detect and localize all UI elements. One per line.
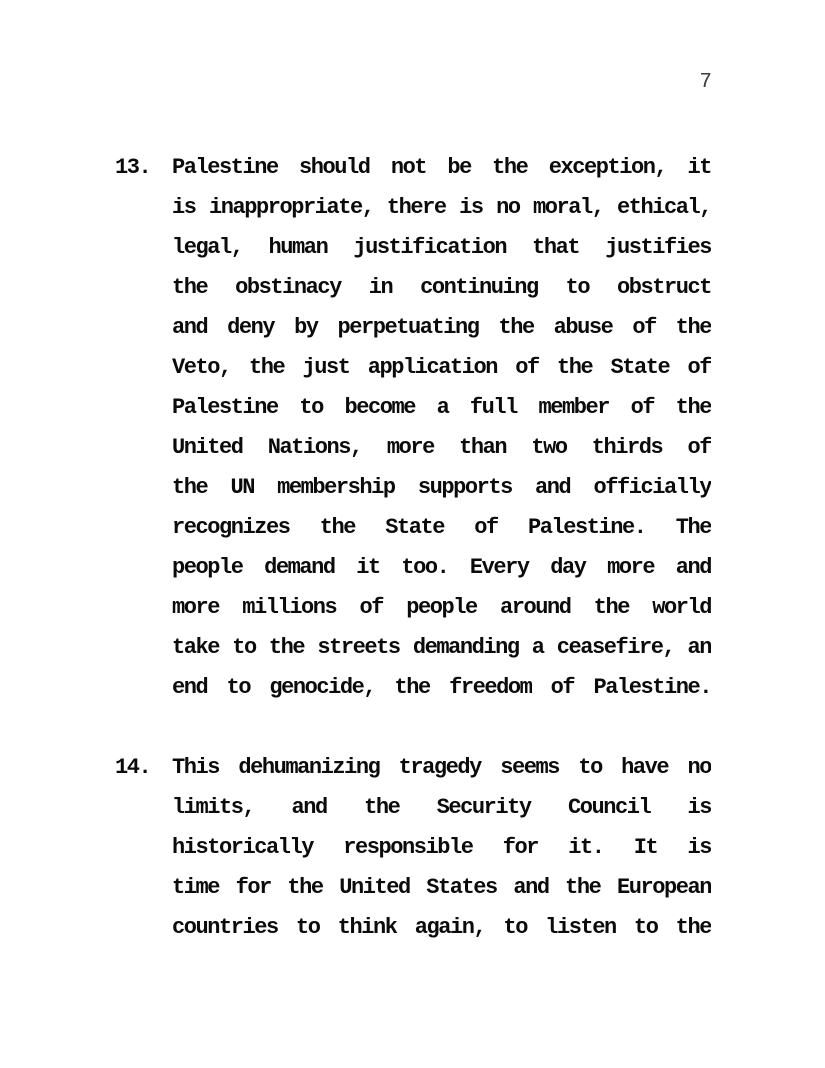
- text-line: Palestine should not be the exception, it: [172, 155, 711, 180]
- text-line: more millions of people around the world: [172, 595, 711, 620]
- text-line: historically responsible for it. It is: [172, 835, 711, 860]
- text-line: legal, human justification that justifies: [172, 235, 711, 260]
- paragraph-body: [172, 148, 711, 708]
- text-line: and deny by perpetuating the abuse of the: [172, 315, 711, 340]
- page-number: 7: [699, 71, 711, 94]
- paragraph-number: 14.: [115, 755, 151, 780]
- text-line: the obstinacy in continuing to obstruct: [172, 275, 711, 300]
- text-line: limits, and the Security Council is: [172, 795, 711, 820]
- paragraph-number: 13.: [115, 155, 151, 180]
- text-line: the UN membership supports and officially: [172, 475, 711, 500]
- text-line: United Nations, more than two thirds of: [172, 435, 711, 460]
- text-line: This dehumanizing tragedy seems to have no: [172, 755, 711, 780]
- paragraph-list: [115, 148, 711, 988]
- text-line: Palestine to become a full member of the: [172, 395, 711, 420]
- text-line: recognizes the State of Palestine. The: [172, 515, 711, 540]
- text-line: is inappropriate, there is no moral, ethical,: [172, 195, 711, 220]
- numbered-paragraph: [115, 748, 711, 948]
- text-line: take to the streets demanding a ceasefire, an: [172, 635, 711, 660]
- text-line: countries to think again, to listen to the: [172, 915, 711, 940]
- text-line: end to genocide, the freedom of Palestine.: [172, 675, 711, 700]
- text-line: people demand it too. Every day more and: [172, 555, 711, 580]
- numbered-paragraph: [115, 148, 711, 708]
- text-line: time for the United States and the European: [172, 875, 711, 900]
- paragraph-body: [172, 748, 711, 948]
- text-line: Veto, the just application of the State of: [172, 355, 711, 380]
